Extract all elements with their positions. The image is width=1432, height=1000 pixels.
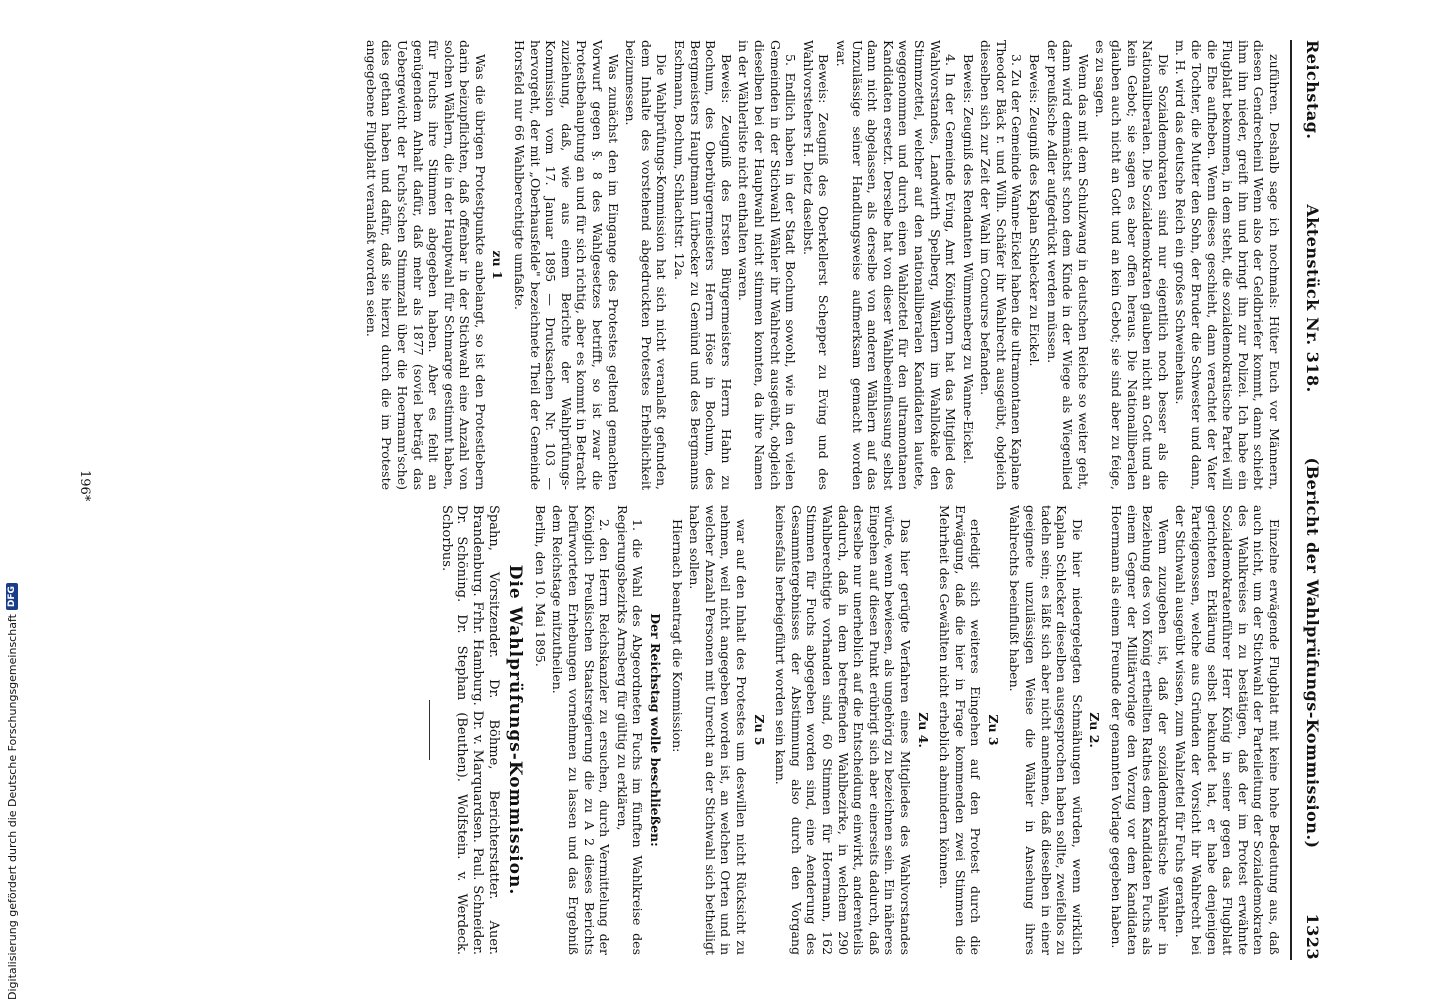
header-left: Reichstag. bbox=[1303, 40, 1323, 140]
section-heading: zu 1 bbox=[490, 250, 506, 280]
digitization-strip bbox=[0, 586, 22, 1000]
header-page-number: 1323 bbox=[1303, 913, 1323, 960]
document-page bbox=[32, 0, 1350, 1000]
right-column bbox=[421, 505, 1282, 955]
header-center: Aktenstück Nr. 318. bbox=[1303, 204, 1323, 393]
motion-heading: Der Reichstag wolle beschließen: bbox=[648, 613, 664, 847]
section-heading: Zu 2. bbox=[1087, 712, 1103, 748]
date-line: Berlin, den 10. Mai 1895. bbox=[532, 505, 548, 667]
paragraph: Beweis: Zeugniß des Kaplan Schlecker zu Eickel. bbox=[1027, 54, 1043, 367]
page-code: 196* bbox=[77, 470, 92, 502]
paragraph: Das hier gerügte Verfahren eines Mitgliedes des Wahlvorstandes würde, wenn bewiesen, als ungehörig zu bezeichnen sein. Ein näheres Eingehen auf diesen Punkt erübrigt sich aber einerseits dadurch, daß derselbe nur unerheblich auf die Entscheidung einwirkt, anderenteils dadurch, daß in dem betreffenden Wahlbezirke, in welchem 290 Wahlberechtigte vorhanden sind, 60 Stimmen für Hoermann, 162 Stimmen für Fuchs abgegeben worden sind, eine Aenderung des Gesammtergebnisses der Abstimmung also durch den Vorgang keinesfalls herbeigeführt worden sein kann. bbox=[773, 505, 913, 955]
paragraph: Beweis: Zeugniß des Oberkellerst Schepper zu Eving und des Wahlvorstehers H. Dietz daselbst. bbox=[800, 40, 832, 490]
paragraph: Wenn zuzugeben ist, daß der sozialdemokratische Wähler in Beziehung des von König ertheilten Rathes dem Kandidaten Fuchs als einem Gegner der Militärvorlage den Vorzug vor dem Kandidaten Hoermann als einem Freunde der genannten Vorlage gegeben haben. bbox=[1109, 505, 1171, 955]
paragraph: zuführen. Deshalb sage ich nochmals: Hüter Euch vor Männern, diesen Gendrecheinl Wenn also der Geldbriefer kommt, dann schiebt ihm ihn nieder, greift ihn und bringt ihn zur Polizei. Ich habe ein Flugblatt bekommen, in dem steht, die sozialdemokratische Partei will die Ehe aufheben. Wenn dieses geschieht, dann verachtet der Vater die Tochter, die Mutter den Sohn, der Bruder die Schwester und dann, m. H. wird das deutsche Reich ein großes Schweinehaus. bbox=[1173, 40, 1282, 490]
header-right-note: (Bericht der Wahlprüfungs-Kommission.) bbox=[1303, 457, 1323, 849]
paragraph: erledigt sich weiteres Eingehen auf den Protest durch die Erwägung, daß die hier in Frage kommenden zwei Stimmen die Mehrheit des Gewählten nicht erheblich abmindern können. bbox=[937, 505, 984, 955]
paragraph: 3. Zu der Gemeinde Wanne-Eickel haben die ultramontanen Kaplane Theodor Bäck r. und Wilh. Schäfer ihr Wahlrecht ausgeübt, obgleich dieselben sich zur Zeit der Wahl im Concurse befanden. bbox=[978, 40, 1025, 490]
paragraph: Wenn das mit dem Schulzwang in deutschen Reiche so weiter geht, dann wird demnächst schon dem Kinde in der Wiege als Wiegenlied der preußische Adler aufgedrückt werden müssen. bbox=[1044, 40, 1091, 490]
signatories: Spahn, Vorsitzender. Dr. Böhme, Berichterstatter. Auer. Brandenburg. Frhr. Hamburg. Dr. v. Marquardsen. Paul. Schneider. Dr. Schöning. Dr. Stephan (Beuthen). Wolfstein. v. Werdeck. Schorbus. bbox=[438, 505, 501, 955]
paragraph: Was die übrigen Protestpunkte anbelangt, so ist den Protestlebern darin beizupflichten, daß offenbar in der Stichwahl eine Anzahl von solchen Wählern, die in der Hauptwahl für Schmarge gestimmt haben, für Fuchs ihre Stimmen abgegeben haben. Aber es fehlt an genügendem Anhalt dafür, daß mehr als 1877 (soviel beträgt das Uebergewicht der Fuchs'schen Stimmzahl über die Hoermann'sche) dies gethan haben und dafür, daß sie hierzu durch die im Proteste angegebene Flugblatt veranlaßt worden seien. bbox=[363, 40, 488, 490]
paragraph: Beweis: Zeugniß des Rendanten Wümmenberg zu Wanne-Eickel. bbox=[960, 54, 976, 464]
paragraph: Die hier niedergelegten Schmähungen würden, wenn wirklich Kaplan Schlecker dieselben ausgesprochen haben sollte, zweifellos zu tadeln sein; es läßt sich aber nicht annehmen, daß dieselben in einer geeignete unzulässigen Weise die Wähler in Ansehung ihres Wahlrechts beeinflußt haben. bbox=[1007, 505, 1085, 955]
page-header bbox=[1298, 40, 1328, 960]
paragraph: Die Sozialdemokraten sind nur eigentlich noch besser als die Nationalliberalen. Die Sozialdemokraten glauben nicht an Gott und an kein Gebot; sie sagen es aber offen heraus. Die Nationalliberalen glauben auch nicht an Gott und an kein Gebot; sie sind aber zu feige, es zu sagen. bbox=[1093, 40, 1171, 490]
paragraph: Hiernach beantragt die Kommission: bbox=[669, 519, 685, 753]
left-column bbox=[361, 40, 1282, 490]
digitization-credit bbox=[3, 586, 21, 1000]
closing-rule bbox=[429, 700, 430, 760]
paragraph: Beweis: Zeugniß des Ersten Bürgermeisters Herrn Hahn zu Bochum, des Oberbürgermeisters Herrn Höse in Bochum, des Bergmeisters Hauptmann Lürbecker zu Gemünd und des Bergmanns Eschmann, Bochum, Schlachtstr. 12a. bbox=[672, 40, 734, 490]
section-heading: Zu 3 bbox=[985, 714, 1001, 746]
paragraph: Die Wahlprüfungs-Kommission hat sich nicht veranlaßt gefunden, dem Inhalte des vorstehend abgedruckten Protestes Erheblichkeit beizumessen. bbox=[623, 40, 670, 490]
motion-item: 1. die Wahl des Abgeordneten Fuchs im fünften Wahlkreise des Regierungsbezirks Arnsberg für gültig zu erklären, bbox=[614, 505, 646, 955]
commission-title: Die Wahlprüfungs-Kommission. bbox=[505, 564, 526, 896]
section-heading: Zu 5 bbox=[751, 714, 767, 746]
paragraph: 4. In der Gemeinde Eving, Amt Königsborn hat das Mitglied des Wahlvorstandes, Landwirth Spelberg, Wählern im Wahllokale den Stimmzettel, welcher auf den nationalliberalen Kandidaten lautete, weggenommen und durch einen Wahlzettel für den ultramontanen Kandidaten ersetzt. Derselbe hat von dieser Wahlbeeinflussung selbst dann nicht abgelassen, als derselbe von anderen Wählern auf das Unzulässige seiner Handlungsweise aufmerksam gemacht worden war. bbox=[833, 40, 959, 490]
paragraph: 5. Endlich haben in der Stadt Bochum sowohl, wie in den vielen Gemeinden in der Stichwahl Wähler ihr Wahlrecht ausgeübt, obgleich dieselben bei der Hauptwahl nicht stimmen konnten, da ihre Namen in der Wählerliste nicht enthalten waren. bbox=[736, 40, 799, 490]
section-heading: Zu 4. bbox=[915, 712, 931, 748]
header-rule bbox=[1290, 40, 1292, 960]
dfg-logo-icon: DFG bbox=[6, 583, 18, 610]
digitization-note: Digitalisierung gefördert durch die Deutsche Forschungsgemeinschaft bbox=[5, 614, 19, 1000]
paragraph: Was zunächst den im Eingange des Protestes geltend gemachten Vorwurf gegen §. 8 des Wahlgesetzes betrifft, so ist zwar die Protestbehauptung an und für sich richtig, aber es kommt in Betracht zuziehung, daß, wie aus einem Berichte der Wahlprüfungs-Kommission vom 17. Januar 1895 — Drucksachen Nr. 103 — hervorgeht, der mit „Oberhausfelde" bezeichnete Theil der Gemeinde Horsfeld nur 66 Wahlberechtigte umfaßte. bbox=[512, 40, 621, 490]
motion-item: 2. den Herrn Reichskanzler zu ersuchen, durch Vermittelung der Königlich Preußischen Staatsregierung die zu A 2 dieses Berichts befürworteten Erhebungen vornehmen zu lassen und das Ergebniß dem Reichstage mitzutheilen. bbox=[550, 505, 613, 955]
paragraph: war auf den Inhalt des Protestes um deswillen nicht Rücksicht zu nehmen, weil nicht angegeben worden ist, an welchen Orten und in welcher Anzahl Personen mit Unrecht an der Stichwahl sich betheiligt haben sollen. bbox=[687, 505, 749, 955]
paragraph: Einzelne erwägende Flugblatt mit keine hohe Bedeutung aus, daß auch nicht, um der Stichwahl der Parteileitung der Sozialdemokraten des Wahlkreises in zu bestätigen, daß der im Protest erwähnte Sozialdemokratenführer Herr König in seiner gegen das Flugblatt gerichteten Erklärung selbst bekundet hat, er habe denjenigen Parteigenossen, welche aus Gründen der Vorsicht ihr Wahlrecht bei der Stichwahl ausgeübt wissen, zum Wahlzettel für Fuchs gerathen. bbox=[1173, 505, 1282, 955]
